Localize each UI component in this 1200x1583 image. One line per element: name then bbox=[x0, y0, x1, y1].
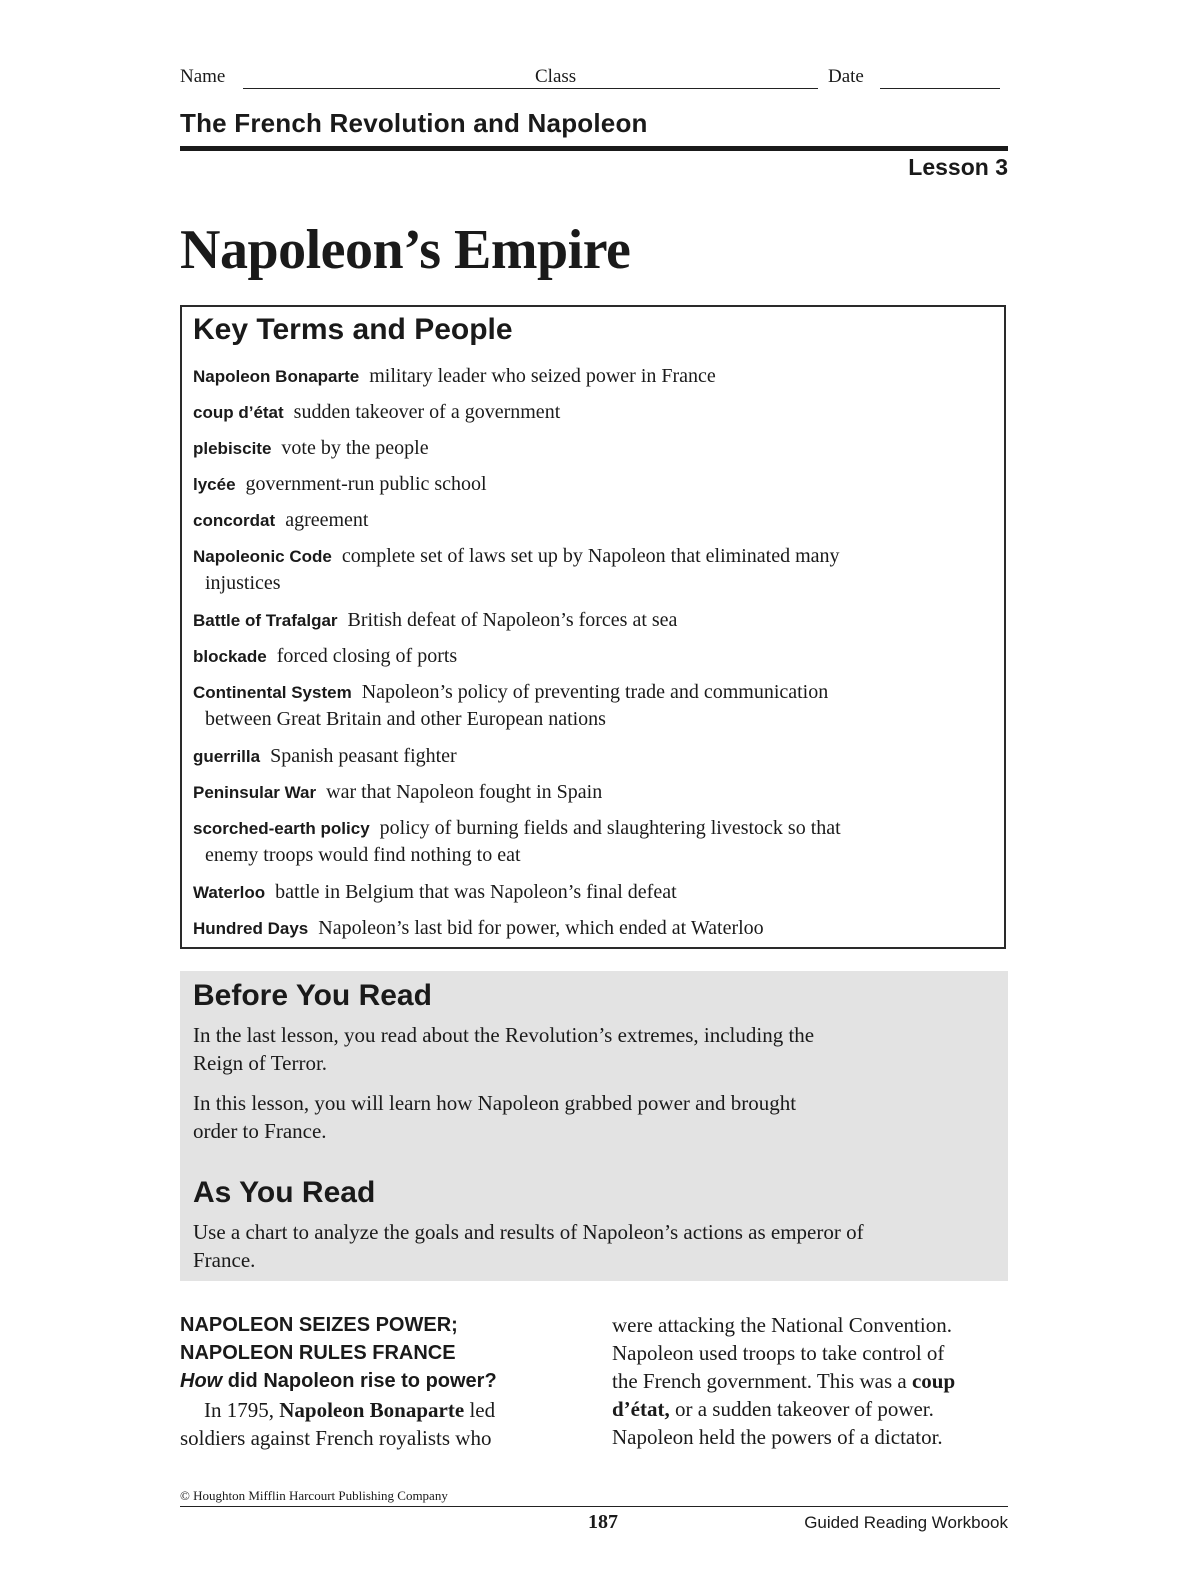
key-term-word: Continental System bbox=[193, 683, 352, 702]
before-you-read-para-2: In this lesson, you will learn how Napoleon grabbed power and brought order to France. bbox=[193, 1091, 797, 1143]
date-label: Date bbox=[828, 66, 864, 87]
key-term-definition: policy of burning fields and slaughtering livestock so that bbox=[379, 817, 841, 839]
key-term-definition: government-run public school bbox=[245, 473, 487, 495]
key-term-definition: sudden takeover of a government bbox=[293, 401, 561, 423]
right-text-3: the French government. This was a bbox=[612, 1369, 912, 1393]
page-title: Napoleon’s Empire bbox=[180, 219, 631, 281]
as-you-read-para: Use a chart to analyze the goals and results of Napoleon’s actions as emperor of France. bbox=[193, 1220, 864, 1272]
class-label: Class bbox=[535, 66, 577, 87]
key-term-definition: Spanish peasant fighter bbox=[270, 745, 457, 767]
page-number: 187 bbox=[588, 1511, 618, 1533]
header-fields bbox=[180, 66, 1008, 92]
key-term-word: concordat bbox=[193, 511, 276, 530]
unit-title: The French Revolution and Napoleon bbox=[180, 108, 648, 138]
right-bold-coup: coup bbox=[911, 1369, 956, 1393]
key-term-word: coup d’état bbox=[193, 403, 284, 422]
key-term-word: Napoleonic Code bbox=[193, 547, 332, 566]
key-term-item bbox=[193, 363, 993, 390]
key-term-item bbox=[193, 815, 993, 869]
key-term-word: Napoleon Bonaparte bbox=[193, 367, 360, 386]
key-term-definition: British defeat of Napoleon’s forces at sea bbox=[347, 609, 678, 631]
key-term-item bbox=[193, 879, 993, 906]
key-term-definition: Napoleon’s last bid for power, which ended at Waterloo bbox=[318, 917, 764, 939]
left-text-2: led bbox=[464, 1398, 496, 1422]
key-term-word: guerrilla bbox=[193, 747, 261, 766]
key-term-item bbox=[193, 399, 993, 426]
section-question bbox=[180, 1367, 497, 1395]
key-term-item bbox=[193, 743, 993, 770]
before-you-read-para-1: In the last lesson, you read about the Revolution’s extremes, including the Reign of Terror. bbox=[193, 1023, 815, 1075]
key-term-word: scorched-earth policy bbox=[193, 819, 370, 838]
key-term-item bbox=[193, 471, 993, 498]
key-term-definition: battle in Belgium that was Napoleon’s final defeat bbox=[275, 881, 677, 903]
left-text-1: In 1795, bbox=[204, 1398, 280, 1422]
key-term-definition: war that Napoleon fought in Spain bbox=[326, 781, 603, 803]
key-term-item bbox=[193, 679, 993, 733]
right-line-2: Napoleon used troops to take control of bbox=[612, 1341, 945, 1365]
date-field[interactable] bbox=[880, 88, 1000, 89]
section-heading-line-2: NAPOLEON RULES FRANCE bbox=[180, 1342, 456, 1364]
key-term-word: Peninsular War bbox=[193, 783, 317, 802]
as-you-read-heading: As You Read bbox=[193, 1176, 376, 1209]
right-line-4 bbox=[612, 1395, 934, 1424]
footer-rule bbox=[180, 1506, 1008, 1507]
name-label: Name bbox=[180, 66, 226, 87]
section-heading-line-1: NAPOLEON SEIZES POWER; bbox=[180, 1314, 458, 1336]
workbook-label: Guided Reading Workbook bbox=[804, 1513, 1008, 1532]
right-line-3 bbox=[612, 1367, 955, 1396]
copyright: © Houghton Mifflin Harcourt Publishing Company bbox=[180, 1488, 448, 1503]
unit-rule bbox=[180, 146, 1008, 151]
key-term-definition: agreement bbox=[285, 509, 369, 531]
key-term-definition: military leader who seized power in France bbox=[369, 365, 716, 387]
left-line-2: soldiers against French royalists who bbox=[180, 1426, 492, 1450]
class-field[interactable] bbox=[592, 88, 818, 89]
key-term-definition-continued: enemy troops would find nothing to eat bbox=[205, 844, 521, 866]
key-term-item bbox=[193, 435, 993, 462]
right-text-4: or a sudden takeover of power. bbox=[669, 1397, 934, 1421]
key-term-word: Hundred Days bbox=[193, 919, 309, 938]
key-term-definition-continued: injustices bbox=[205, 572, 281, 594]
left-line-1 bbox=[204, 1396, 495, 1425]
key-term-definition: complete set of laws set up by Napoleon that eliminated many bbox=[341, 545, 840, 567]
key-term-word: lycée bbox=[193, 475, 236, 494]
question-italic: How bbox=[180, 1370, 223, 1392]
key-term-item bbox=[193, 543, 993, 597]
key-term-item bbox=[193, 643, 993, 670]
key-term-word: blockade bbox=[193, 647, 267, 666]
key-term-definition: Napoleon’s policy of preventing trade and communication bbox=[361, 681, 829, 703]
key-term-item bbox=[193, 607, 993, 634]
lesson-label: Lesson 3 bbox=[908, 154, 1008, 180]
key-term-item bbox=[193, 915, 993, 942]
before-you-read-heading: Before You Read bbox=[193, 979, 432, 1012]
key-term-definition: vote by the people bbox=[281, 437, 429, 459]
key-term-word: Battle of Trafalgar bbox=[193, 611, 338, 630]
key-term-word: plebiscite bbox=[193, 439, 272, 458]
left-bold-term: Napoleon Bonaparte bbox=[279, 1398, 465, 1422]
right-line-1: were attacking the National Convention. bbox=[612, 1313, 952, 1337]
key-terms-heading: Key Terms and People bbox=[193, 313, 513, 346]
key-term-definition-continued: between Great Britain and other European nations bbox=[205, 708, 606, 730]
right-line-5: Napoleon held the powers of a dictator. bbox=[612, 1425, 943, 1449]
right-bold-detat: d’état, bbox=[612, 1397, 670, 1421]
key-term-item bbox=[193, 779, 993, 806]
key-term-definition: forced closing of ports bbox=[276, 645, 458, 667]
key-term-word: Waterloo bbox=[193, 883, 266, 902]
question-rest: did Napoleon rise to power? bbox=[222, 1370, 497, 1392]
key-term-item bbox=[193, 507, 993, 534]
